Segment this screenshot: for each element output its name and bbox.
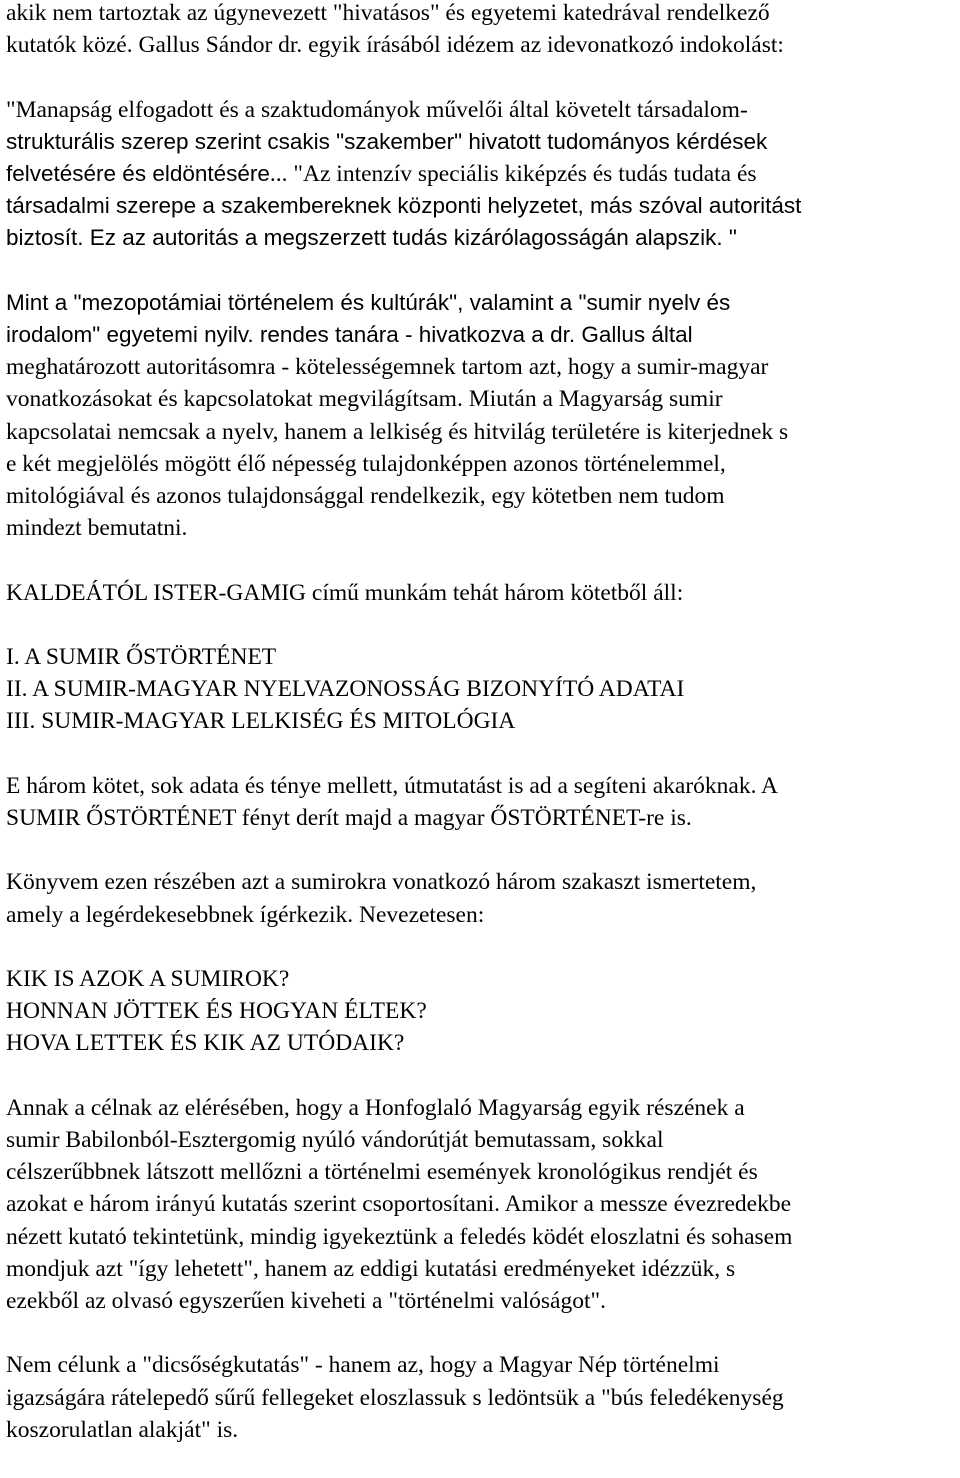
text-line: vonatkozásokat és kapcsolatokat megvilágítsam. Miután a Magyarság sumir bbox=[6, 386, 723, 413]
paragraph-goal bbox=[6, 1092, 956, 1317]
text-line: nézett kutató tekintetünk, mindig igyekeztünk a feledés ködét eloszlatni és sohasem bbox=[6, 1223, 793, 1250]
question-item: HOVA LETTEK ÉS KIK AZ UTÓDAIK? bbox=[6, 1030, 405, 1057]
paragraph-authority bbox=[6, 287, 956, 545]
document-page bbox=[6, 0, 956, 1478]
text-line: KALDEÁTÓL ISTER-GAMIG című munkám tehát három kötetből áll: bbox=[6, 579, 684, 606]
volume-item: II. A SUMIR-MAGYAR NYELVAZONOSSÁG BIZONYÍTÓ ADATAI bbox=[6, 676, 685, 703]
text-fragment: ... "Az intenzív speciális kiképzés és tudás tudata és bbox=[269, 161, 757, 187]
text-line: akik nem tartoztak az úgynevezett "hivatásos" és egyetemi katedrával rendelkező bbox=[6, 0, 770, 26]
text-line: irodalom" egyetemi nyilv. rendes tanára - hivatkozva a dr. Gallus által bbox=[6, 322, 693, 347]
text-line bbox=[6, 158, 956, 190]
paragraph-gallus-quote bbox=[6, 94, 956, 255]
text-line: igazságára rátelepedő sűrű fellegeket eloszlassuk s ledöntsük a "bús feledékenység bbox=[6, 1384, 784, 1411]
paragraph-intro bbox=[6, 0, 956, 61]
text-line: "Manapság elfogadott és a szaktudományok művelői által követelt társadalom- bbox=[6, 96, 748, 123]
text-line: E három kötet, sok adata és ténye mellett, útmutatást is ad a segíteni akaróknak. A bbox=[6, 772, 779, 799]
text-line: Nem célunk a "dicsőségkutatás" - hanem az, hogy a Magyar Nép történelmi bbox=[6, 1352, 720, 1379]
text-line: célszerűbbnek látszott mellőzni a történelmi események kronológikus rendjét és bbox=[6, 1159, 758, 1186]
question-item: HONNAN JÖTTEK ÉS HOGYAN ÉLTEK? bbox=[6, 998, 427, 1025]
text-fragment: felvetésére és eldöntésére bbox=[6, 161, 270, 186]
text-line: amely a legérdekesebbnek ígérkezik. Nevezetesen: bbox=[6, 901, 485, 928]
paragraph-book-section bbox=[6, 866, 956, 930]
text-line: mitológiával és azonos tulajdonsággal rendelkezik, egy kötetben nem tudom bbox=[6, 483, 725, 510]
text-line: meghatározott autoritásomra - kötelességemnek tartom azt, hogy a sumir-magyar bbox=[6, 354, 769, 381]
text-line: kapcsolatai nemcsak a nyelv, hanem a lelkiség és hitvilág területére is kiterjednek s bbox=[6, 418, 789, 445]
paragraph-work-title bbox=[6, 577, 956, 609]
text-line: biztosít. Ez az autoritás a megszerzett tudás kizárólagosságán alapszik. " bbox=[6, 225, 737, 251]
text-line: társadalmi szerepe a szakembereknek központi helyzetet, más szóval autoritást bbox=[6, 193, 802, 219]
question-item: KIK IS AZOK A SUMIROK? bbox=[6, 965, 290, 992]
volume-item: I. A SUMIR ŐSTÖRTÉNET bbox=[6, 644, 277, 670]
text-line: strukturális szerep szerint csakis "szakember" hivatott tudományos kérdések bbox=[6, 128, 768, 154]
text-line: mondjuk azt "így lehetett", hanem az eddigi kutatási eredményeket idézzük, s bbox=[6, 1255, 736, 1282]
text-line: Mint a "mezopotámiai történelem és kultúrák", valamint a "sumir nyelv és bbox=[6, 289, 731, 315]
volume-item: III. SUMIR-MAGYAR LELKISÉG ÉS MITOLÓGIA bbox=[6, 708, 516, 735]
text-line: koszorulatlan alakját" is. bbox=[6, 1416, 239, 1443]
text-line: Annak a célnak az elérésében, hogy a Honfoglaló Magyarság egyik részének a bbox=[6, 1094, 745, 1121]
text-line: e két megjelölés mögött élő népesség tulajdonképpen azonos történelemmel, bbox=[6, 450, 726, 477]
paragraph-three-volumes bbox=[6, 770, 956, 834]
text-line: Könyvem ezen részében azt a sumirokra vonatkozó három szakaszt ismertetem, bbox=[6, 869, 757, 896]
text-line: azokat e három irányú kutatás szerint csoportosítani. Amikor a messze évezredekbe bbox=[6, 1191, 792, 1218]
text-line: mindezt bemutatni. bbox=[6, 515, 188, 542]
list-volumes bbox=[6, 641, 956, 738]
list-questions bbox=[6, 963, 956, 1060]
text-line: kutatók közé. Gallus Sándor dr. egyik írásából idézem az idevonatkozó indokolást: bbox=[6, 32, 784, 59]
paragraph-closing bbox=[6, 1349, 956, 1446]
text-line: sumir Babilonból-Esztergomig nyúló vándorútját bemutassam, sokkal bbox=[6, 1126, 664, 1153]
text-line: SUMIR ŐSTÖRTÉNET fényt derít majd a magyar ŐSTÖRTÉNET-re is. bbox=[6, 805, 692, 831]
text-line: ezekből az olvasó egyszerűen kiveheti a "történelmi valóságot". bbox=[6, 1288, 606, 1314]
